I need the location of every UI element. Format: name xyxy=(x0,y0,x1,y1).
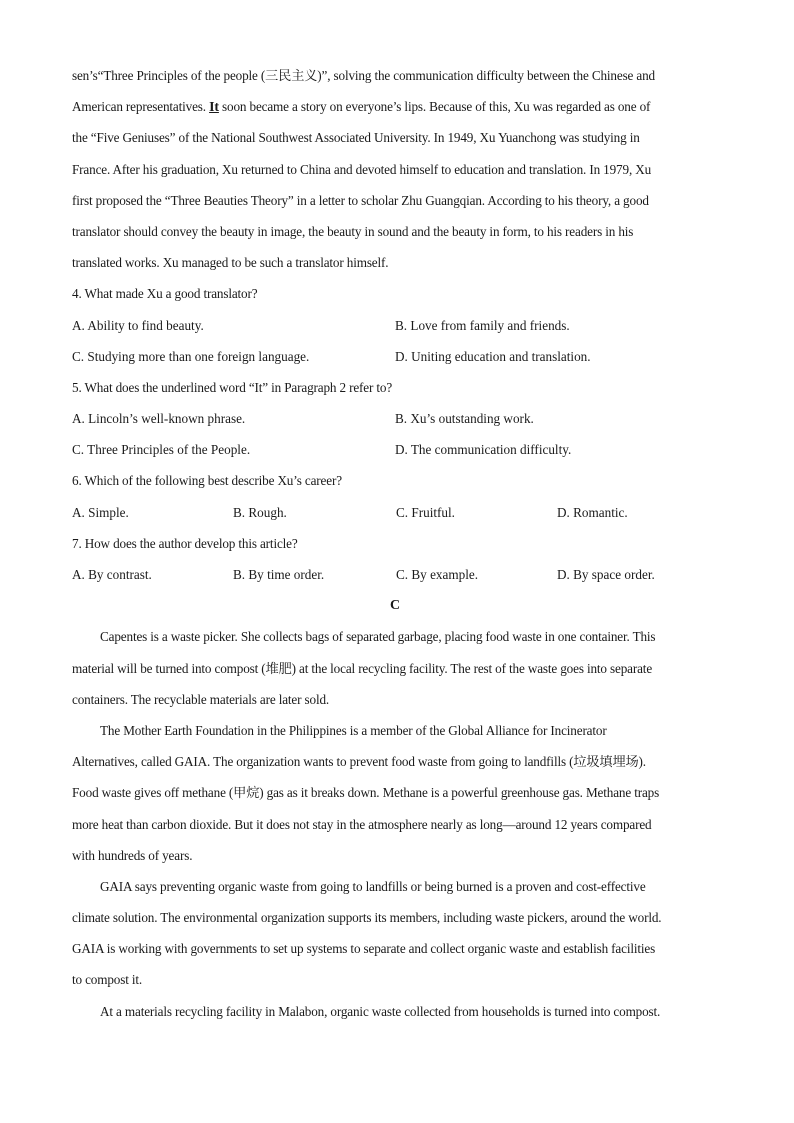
paragraph-line: containers. The recyclable materials are later sold. xyxy=(72,691,330,707)
paragraph-line: Alternatives, called GAIA. The organization wants to prevent food waste from going to landfills (垃圾填埋场). xyxy=(72,754,646,770)
option-row xyxy=(72,497,718,528)
question-stem: 7. How does the author develop this article? xyxy=(72,535,298,551)
passage-line: France. After his graduation, Xu returned to China and devoted himself to education and translation. In 1979, Xu xyxy=(72,161,652,177)
passage-text: American representatives. xyxy=(72,99,210,115)
option: B. Xu’s outstanding work. xyxy=(395,411,534,427)
passage-line: first proposed the “Three Beauties Theory” in a letter to scholar Zhu Guangqian. According to his theory, a good xyxy=(72,192,649,208)
passage-line: translator should convey the beauty in image, the beauty in sound and the beauty in form, to his readers in his xyxy=(72,223,634,239)
option: D. By space order. xyxy=(557,567,655,582)
paragraph-line: climate solution. The environmental organization supports its members, including waste pickers, around the world. xyxy=(72,910,662,926)
option-row xyxy=(72,310,718,341)
paragraph-line: Capentes is a waste picker. She collects bags of separated garbage, placing food waste in one container. This xyxy=(100,629,656,645)
paragraph-line: At a materials recycling facility in Malabon, organic waste collected from households is turned into compost. xyxy=(100,1003,661,1019)
option: A. Ability to find beauty. xyxy=(72,317,204,333)
option: D. The communication difficulty. xyxy=(395,442,572,458)
option: C. By example. xyxy=(396,567,479,582)
paragraph-line: with hundreds of years. xyxy=(72,847,193,863)
option: B. Rough. xyxy=(233,504,287,520)
section-heading: C xyxy=(389,598,401,614)
passage-text: soon became a story on everyone’s lips. Because of this, Xu was regarded as one of xyxy=(218,99,651,115)
option: C. Three Principles of the People. xyxy=(72,442,251,458)
paragraph-line: Food waste gives off methane (甲烷) gas as it breaks down. Methane is a powerful greenhouse gas. Methane traps xyxy=(72,785,660,801)
paragraph-line: material will be turned into compost (堆肥) at the local recycling facility. The rest of the waste goes into separate xyxy=(72,660,653,676)
paragraph-line: GAIA is working with governments to set up systems to separate and collect organic waste and establish facilities xyxy=(72,941,656,957)
option-row xyxy=(72,434,718,465)
option: B. Love from family and friends. xyxy=(395,317,570,333)
option: A. Lincoln’s well-known phrase. xyxy=(72,411,246,427)
option-row xyxy=(72,403,718,434)
underlined-word: It xyxy=(209,100,219,116)
passage-line xyxy=(72,91,718,122)
question-stem: 6. Which of the following best describe Xu’s career? xyxy=(72,473,342,489)
option-row xyxy=(72,559,718,590)
option: A. By contrast. xyxy=(72,567,152,582)
option: C. Fruitful. xyxy=(396,504,455,520)
option: D. Uniting education and translation. xyxy=(395,348,591,364)
paragraph-line: to compost it. xyxy=(72,972,143,988)
paragraph-line: GAIA says preventing organic waste from going to landfills or being burned is a proven and cost-effective xyxy=(100,878,646,894)
question-stem: 4. What made Xu a good translator? xyxy=(72,286,258,302)
passage-line: translated works. Xu managed to be such a translator himself. xyxy=(72,255,389,271)
question-stem: 5. What does the underlined word “It” in Paragraph 2 refer to? xyxy=(72,379,393,395)
option: C. Studying more than one foreign language. xyxy=(72,348,310,364)
paragraph-line: The Mother Earth Foundation in the Philippines is a member of the Global Alliance for Incinerator xyxy=(100,722,607,738)
document-page xyxy=(72,60,718,1027)
passage-line: sen’s“Three Principles of the people (三民主义)”, solving the communication difficulty between the Chinese and xyxy=(72,68,655,83)
passage-line: the “Five Geniuses” of the National Southwest Associated University. In 1949, Xu Yuanchong was studying in xyxy=(72,130,640,146)
option-row xyxy=(72,341,718,372)
option: B. By time order. xyxy=(233,567,325,582)
option: D. Romantic. xyxy=(557,504,628,520)
option: A. Simple. xyxy=(72,504,129,520)
paragraph-line: more heat than carbon dioxide. But it does not stay in the atmosphere nearly as long—around 12 years compared xyxy=(72,816,652,832)
